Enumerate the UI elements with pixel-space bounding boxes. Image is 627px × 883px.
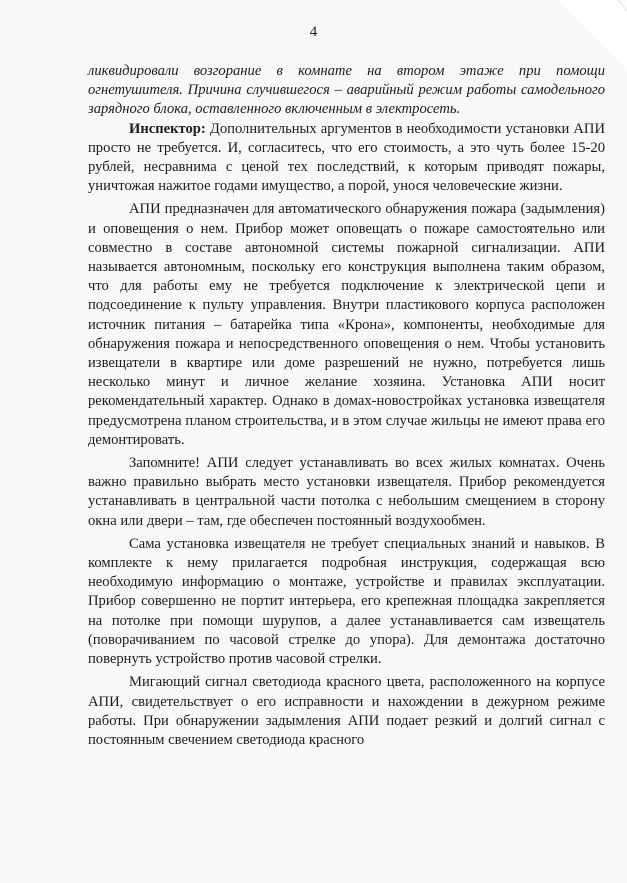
paragraph-inspector: [88, 120, 605, 197]
paragraph-remember: Запомните! АПИ следует устанавливать во всех жилых комнатах. Очень важно правильно выбрать место установки извещателя. Прибор рекомендуется устанавливать в центральной части потолка с небольшим смещением в сторону окна или двери – там, где обеспечен постоянный воздухообмен.: [88, 455, 605, 529]
document-body: [88, 62, 605, 750]
paragraph-intro-italic: ликвидировали возгорание в комнате на втором этаже при помощи огнетушителя. Причина случившегося – аварийный режим работы самодельного зарядного блока, оставленного включенным в электросеть.: [88, 63, 605, 118]
paragraph-installation: Сама установка извещателя не требует специальных знаний и навыков. В комплекте к нему прилагается подробная инструкция, содержащая всю необходимую информацию о монтаже, устройстве и правилах эксплуатации. Прибор совершенно не портит интерьера, его крепежная площадка закрепляется на потолке при помощи шурупов, а далее устанавливается сам извещатель (поворачиванием по часовой стрелке до упора). Для демонтажа достаточно повернуть устройство против часовой стрелки.: [88, 535, 605, 668]
paragraph-signal: Мигающий сигнал светодиода красного цвета, расположенного на корпусе АПИ, свидетельствует о его исправности и нахождении в дежурном режиме работы. При обнаружении задымления АПИ подает резкий и долгий сигнал с постоянным свечением светодиода красного: [88, 674, 605, 748]
speaker-label: Инспектор:: [129, 120, 206, 137]
paragraph-api-description: АПИ предназначен для автоматического обнаружения пожара (задымления) и оповещения о нем. Прибор может оповещать о пожаре самостоятельно или совместно в составе автономной системы пожарной сигнализации. АПИ называется автономным, поскольку его конструкция выполнена таким образом, что для работы ему не требуется подключение к электрической цепи и подсоединение к пульту управления. Внутри пластикового корпуса расположен источник питания – батарейка типа «Крона», компоненты, необходимые для обнаружения пожара и непосредственного оповещения о нем. Чтобы установить извещатели в квартире или доме разрешений не нужно, потребуется лишь несколько минут и личное желание хозяина. Установка АПИ носит рекомендательный характер. Однако в домах-новостройках установка извещателя предусмотрена планом строительства, и в этом случае жильцы не имеют права его демонтировать.: [88, 201, 605, 448]
inspector-text: Дополнительных аргументов в необходимости установки АПИ просто не требуется. И, согласитесь, что его стоимость, а это чуть более 15-20 рублей, несравнима с ценой тех последствий, к которым приводят пожары, уничтожая нажитое годами имущество, а порой, унося человеческие жизни.: [88, 120, 605, 195]
page-number: 4: [309, 24, 318, 40]
